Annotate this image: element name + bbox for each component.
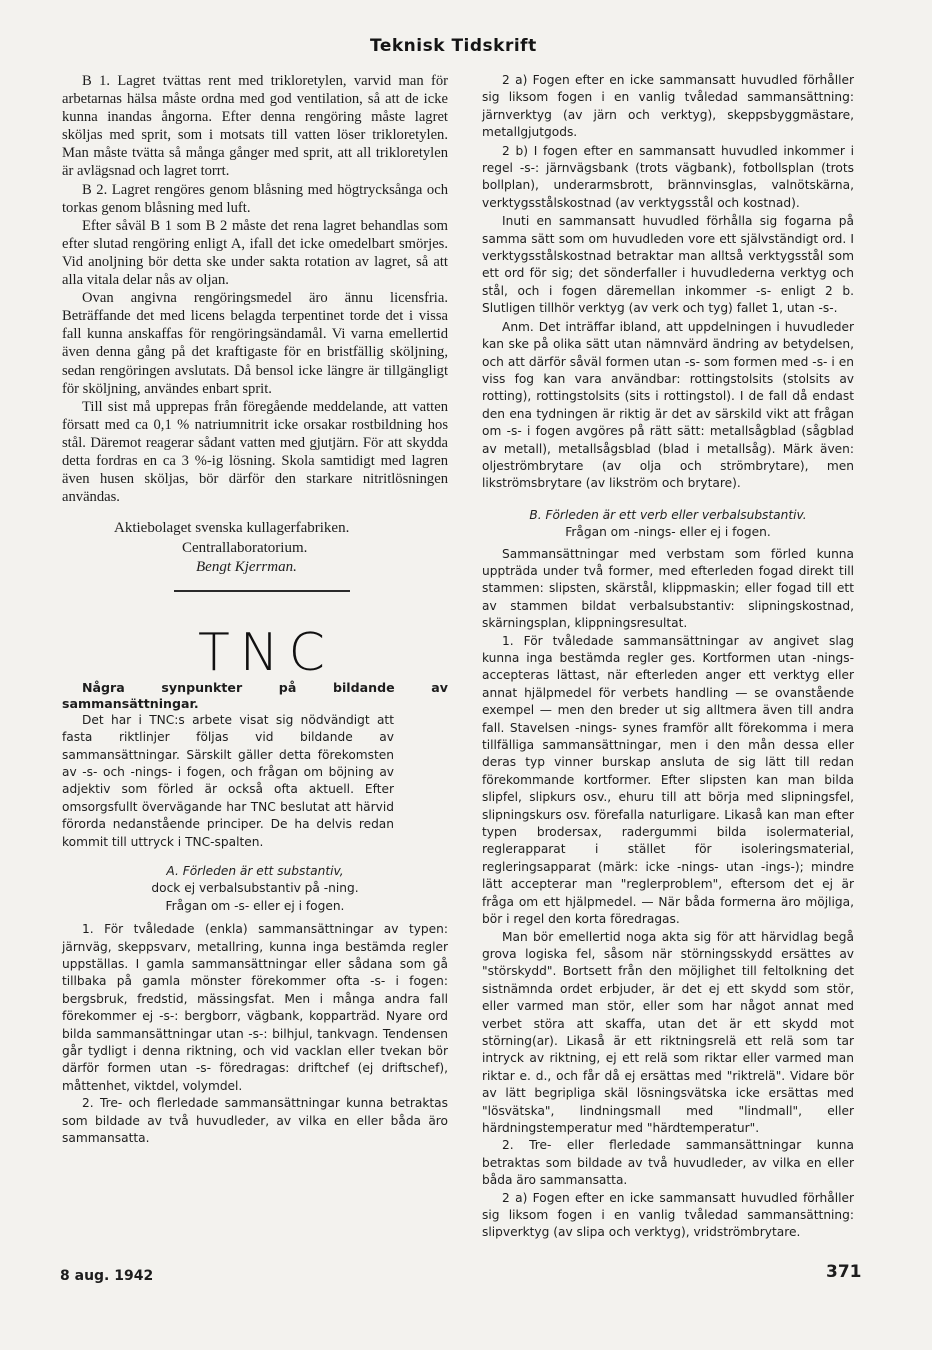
paragraph-2b: 2 b) I fogen efter en sammansatt huvudled inkommer i regel -s-: järnvägsbank (trots vägbank), fotbollsplan (trots bollplan), underarmsbrott, brännvinsglas, valnötskärna, verktygsstålskostnad (av verktygsstål och kostnad). bbox=[482, 143, 854, 210]
paragraph-a1: 1. För tvåledade (enkla) sammansättningar av typen: järnväg, skeppsvarv, metallring, kunna inga bestämda regler uppställas. I gamla sammansättningar eller sådana som gå tillbaka på gamla mönster förekommer ofta -s- i fogen: bergsbruk, fredstid, mässingsfat. Men i många andra fall förekommer ej -s-: bergborr, vägbank, kopparträd. Nyare ord bilda sammansättningar utan -s-: bilhjul, tankvagn. Tendensen går tydligt i denna riktning, och vid vacklan eller tvekan bör därför formen utan -s- föredragas: driftchef (ej driftschef), måttenhet, viktdel, volymdel. bbox=[62, 922, 448, 1093]
paragraph-anoljning: Efter såväl B 1 som B 2 måste det rena lagret behandlas som efter slutad rengöring enligt A, ifall det icke omedelbart smörjes. Vid anoljning bör detta ske under sakta rotation av lagret, så att alla vitala delar nås av oljan. bbox=[62, 217, 448, 289]
paragraph-b2: B 2. Lagret rengöres genom blåsning med högtrycksånga och torkas genom blåsning med luft. bbox=[62, 181, 448, 216]
section-b-heading-block bbox=[482, 507, 854, 542]
signature-block bbox=[62, 519, 448, 578]
page-number: 371 bbox=[826, 1262, 862, 1282]
left-column bbox=[62, 72, 448, 1148]
section-divider bbox=[174, 590, 350, 592]
paragraph-b-2a: 2 a) Fogen efter en icke sammansatt huvudled förhåller sig liksom fogen i en vanlig tvåledad sammansättning: slipverktyg (av slipa och verktyg), vridströmbrytare. bbox=[482, 1190, 854, 1240]
section-a-line3: Frågan om -s- eller ej i fogen. bbox=[165, 898, 345, 913]
section-a-heading: A. Förleden är ett substantiv, bbox=[166, 864, 344, 878]
tnc-intro: Det har i TNC:s arbete visat sig nödvändigt att fasta riktlinjer följas vid bildande av sammansättningar. Särskilt gäller detta förekomsten av -s- och -nings- i fogen, och frågan om böjning av adjektiv som förled är också ofta aktuell. Efter omsorgsfullt övervägande har TNC beslutat att härvid förorda nedanstående principer. De ha delvis redan kommit till uttryck i TNC-spalten. bbox=[62, 712, 394, 849]
paragraph-b-2: 2. Tre- eller flerledade sammansättningar kunna betraktas som bildade av två huvudleder, av vilka en eller båda äro sammansatta. bbox=[482, 1138, 854, 1188]
section-a-heading-block bbox=[62, 863, 448, 915]
footer-date: 8 aug. 1942 bbox=[60, 1268, 154, 1284]
paragraph-licensfria: Ovan angivna rengöringsmedel äro ännu licensfria. Beträffande det med licens belagda terpentinet torde det i vissa fall kunna anskaffas för rengöringsändamål. Vi varna emellertid även denna gång på det kraftigaste för en bristfällig sköljning, sedan rengöringen avslutats. Då bensol icke längre är tillgängligt för sköljning, användes enbart sprit. bbox=[62, 290, 448, 397]
signature-company: Aktiebolaget svenska kullagerfabriken. bbox=[114, 520, 350, 537]
signature-name: Bengt Kjerrman. bbox=[196, 559, 297, 576]
section-b-line2: Frågan om -nings- eller ej i fogen. bbox=[565, 525, 771, 540]
journal-header: Teknisk Tidskrift bbox=[370, 36, 537, 56]
paragraph-logiska-fel: Man bör emellertid noga akta sig för att härvidlag begå grova logiska fel, såsom när störningsskydd ersättes av "störskydd". Bortsett från den möjlighet till feltolkning det sistnämnda ordet erbjuder, är det ej ett skydd som stör, eller varmed man stör, eller som har något annat med verbet störa att skaffa, utan det är ett skydd mot störning(ar). Likaså är ett riktningsrelä ett relä som tar intryck av riktning, ej ett relä som riktar eller varmed man riktar e. d., och får då ej ersättas med "riktrelä". Vidare bör av lätt begripliga skäl lösningsvätska icke ersättas med "lösvätska", lindningsmall med "lindmall", eller härdningstemperatur med "härdtemperatur". bbox=[482, 929, 854, 1135]
paragraph-inuti: Inuti en sammansatt huvudled förhålla sig fogarna på samma sätt som om huvudleden vore ett självständigt ord. I verktygsstålskostnad betraktar man alltså verktygsstål som ett ord för sig; det sönderfaller i huvudlederna verktyg och stål, och i fogen däremellan inkommer -s- enligt 2 b. Slutligen tillhör verktyg (av verk och tyg) fallet 1, utan -s-. bbox=[482, 214, 854, 316]
paragraph-verbstam: Sammansättningar med verbstam som förled kunna uppträda under två former, med efterleden fogad direkt till stammen: slipsten, skärstål, klippmaskin; eller fogad till ett av stammen bildat verbalsubstantiv: slipningskostnad, skärningsplan, klippningsresultat. bbox=[482, 546, 854, 631]
paragraph-a2: 2. Tre- och flerledade sammansättningar kunna betraktas som bildade av två huvudleder, av vilka en eller båda äro sammansatta. bbox=[62, 1096, 448, 1146]
paragraph-b1: B 1. Lagret tvättas rent med trikloretylen, varvid man för arbetarnas hälsa måste ordna med god ventilation, så att de icke kunna inandas ångorna. Efter denna rengöring måste lagret sköljas med sprit, som i motsats till vatten löser trikloretylen. Man måste tvätta så många gånger med sprit, att all trikloretylen är avlägsnad och lagret torrt. bbox=[62, 73, 448, 180]
paragraph-anm: Anm. Det inträffar ibland, att uppdelningen i huvudleder kan ske på olika sätt utan nämnvärd ändring av betydelsen, och att därför såväl formen utan -s- som formen med -s- i en viss fog kan vara användbar: rottingstolsits (stolsits av rotting), rottingstolsits (sits i rottingstol). I de fall då endast den ena tydningen är riktig är det av särskild vikt att frågan om -s- i fogen avgöres på rätt sätt: metallsågblad (sågblad av metall), metallsågsblad (blad i metallsåg). Märk även: oljeströmbrytare (av olja och strömbrytare), men likströmsbrytare (av likström och brytare). bbox=[482, 319, 854, 491]
paragraph-natriumnitrit: Till sist må upprepas från föregående meddelande, att vatten försatt med ca 0,1 % natriumnitrit icke orsakar rostbildning hos stål. Däremot reagerar sådant vatten med gjutjärn. För att skydda detta fordras en ca 3 %-ig lösning. Skola samtidigt med lagren även husen sköljas, bör därför den starkare nitritlösningen användas. bbox=[62, 398, 448, 506]
tnc-logo: TNC bbox=[198, 622, 335, 683]
paragraph-2a: 2 a) Fogen efter en icke sammansatt huvudled förhåller sig liksom fogen i en vanlig tvåledad sammansättning: järnverktyg (av järn och verktyg), skeppsbyggmästare, metallgjutgods. bbox=[482, 73, 854, 140]
right-column bbox=[482, 72, 854, 1242]
section-b-heading: B. Förleden är ett verb eller verbalsubstantiv. bbox=[529, 507, 807, 522]
paragraph-b-1: 1. För tvåledade sammansättningar av angivet slag kunna inga bestämda regler ges. Kortformen utan -nings- accepteras lättast, när efterleden anger ett verktyg eller annat hjälpmedel för verbets handling — se ovanstående exempel — men den breder ut sig alltmera även till andra fall. Stavelsen -nings- synes framför allt förekomma i mera tillfälliga sammansättningar, men i den mån dessa eller deras typ vinner burskap ansluta de sig lätt till redan förekommande kortformer. Efter slipsten kan man bilda slipfel, slipkurs osv., ehuru till att börja med slipningsfel, slipningskurs osv. förefalla naturligare. Likaså kan man efter typen brodersax, radergummi bilda isolermaterial, reglerapparat i stället för isoleringsmaterial, regleringsapparat (märk: icke -nings- utan -ings-); mindre lätt accepterar man "reglerproblem", eftersom det ej är fråga om ett hjälpmedel. — När båda formerna äro möjliga, bör i regel den korta föredragas. bbox=[482, 633, 854, 927]
signature-dept: Centrallaboratorium. bbox=[182, 539, 308, 556]
section-a-line2: dock ej verbalsubstantiv på -ning. bbox=[151, 881, 359, 896]
tnc-article-title: Några synpunkter på bildande av sammansättningar. bbox=[62, 679, 448, 711]
